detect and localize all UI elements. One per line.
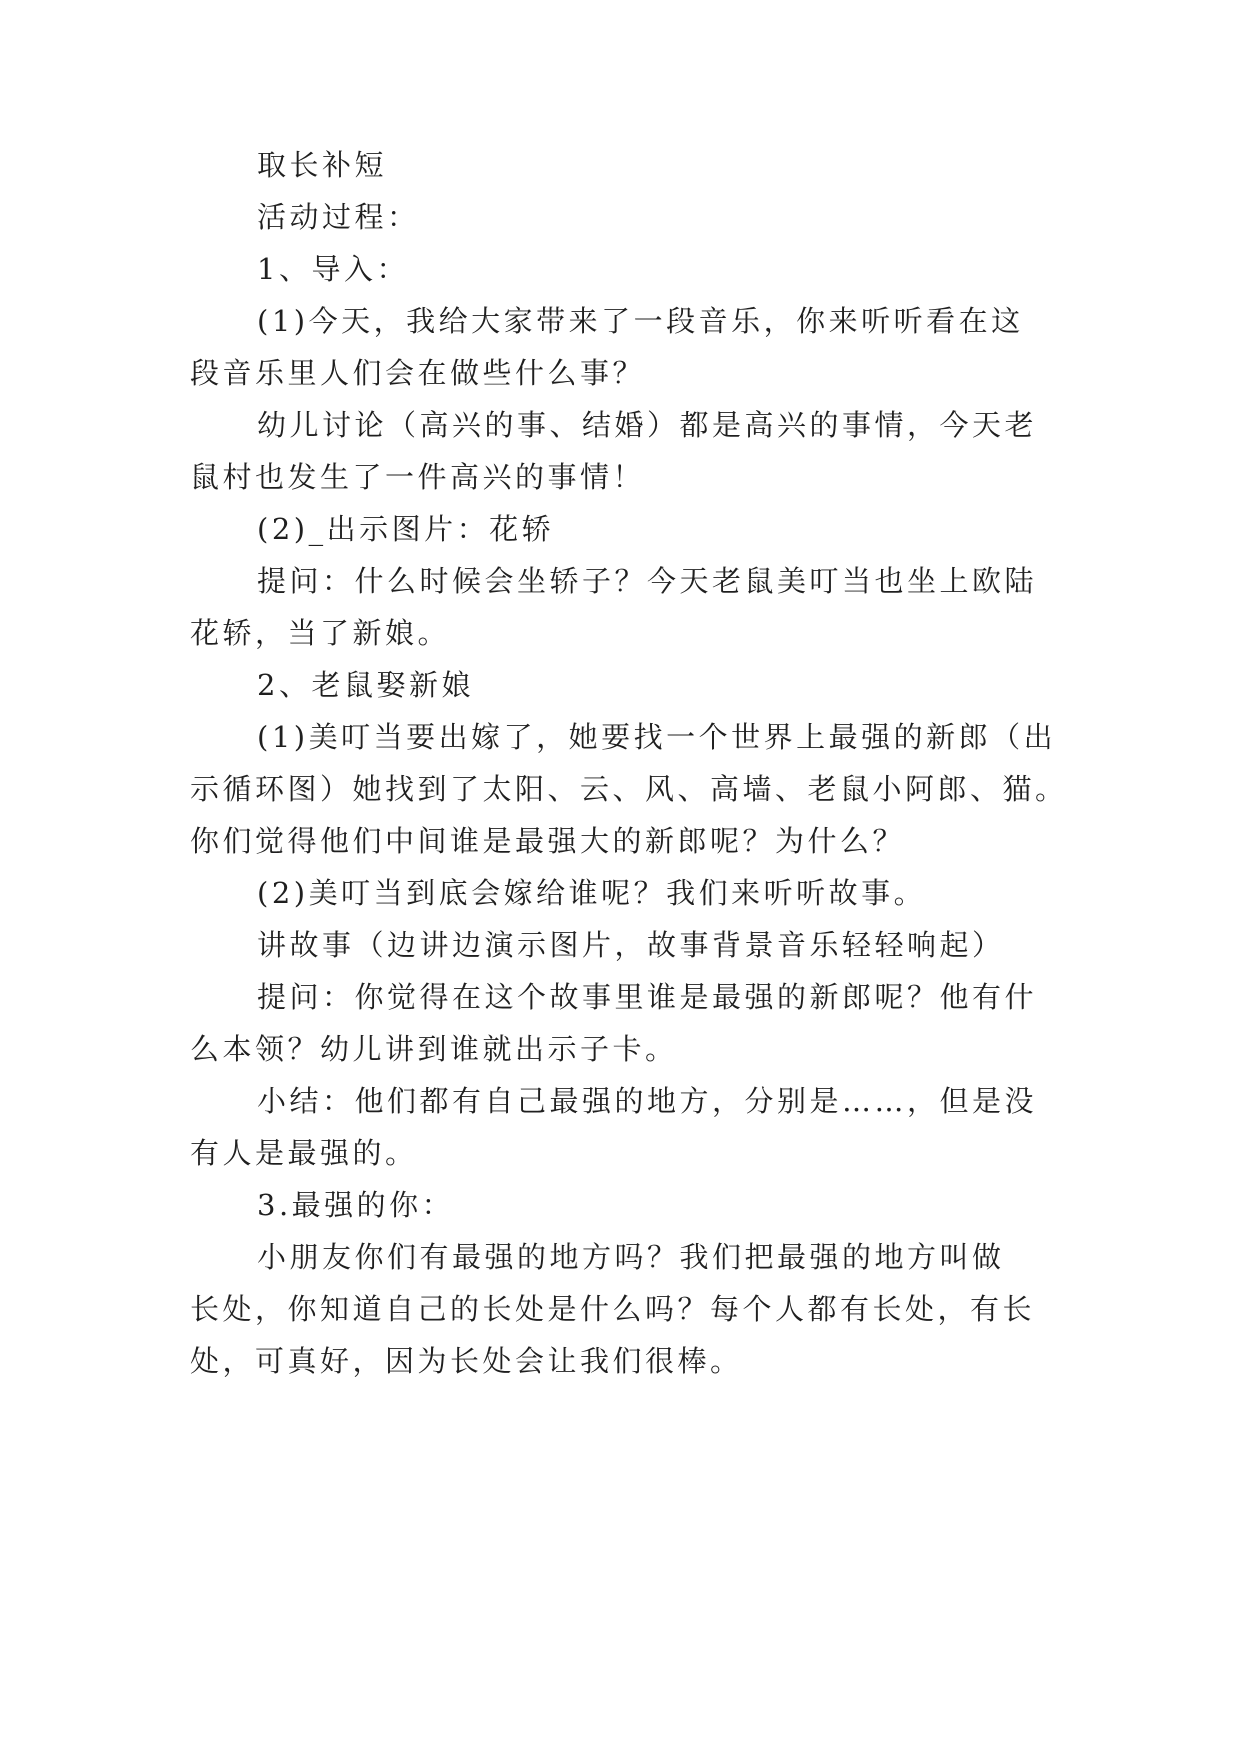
- paragraph-line: 处，可真好，因为长处会让我们很棒。: [190, 1344, 743, 1378]
- paragraph: [190, 399, 1070, 503]
- document-body: [190, 139, 1070, 1387]
- paragraph-heading: [190, 139, 1070, 191]
- paragraph-line: 么本领？幼儿讲到谁就出示子卡。: [190, 1032, 678, 1066]
- paragraph-line: 1、导入：: [257, 252, 409, 286]
- paragraph-line: 段音乐里人们会在做些什么事？: [190, 356, 646, 390]
- paragraph-line: 3.最强的你：: [257, 1188, 455, 1222]
- paragraph-line: 有人是最强的。: [190, 1136, 418, 1170]
- paragraph-line: (1)今天，我给大家带来了一段音乐，你来听听看在这: [257, 304, 1024, 338]
- paragraph: [190, 503, 1070, 555]
- paragraph: [190, 1231, 1070, 1387]
- paragraph-line: 提问：你觉得在这个故事里谁是最强的新郎呢？他有什: [257, 980, 1038, 1014]
- paragraph: [190, 971, 1070, 1075]
- paragraph-section-2: [190, 659, 1070, 711]
- paragraph-line: 提问：什么时候会坐轿子？今天老鼠美叮当也坐上欧陆: [257, 564, 1038, 598]
- paragraph-line: 鼠村也发生了一件高兴的事情！: [190, 460, 646, 494]
- paragraph-line: 小结：他们都有自己最强的地方，分别是……，但是没: [257, 1084, 1038, 1118]
- paragraph: [190, 919, 1070, 971]
- paragraph: [190, 295, 1070, 399]
- paragraph-line: 2、老鼠娶新娘: [257, 668, 474, 702]
- paragraph-line: 活动过程：: [257, 200, 420, 234]
- paragraph-section-3: [190, 1179, 1070, 1231]
- paragraph-section-1: [190, 243, 1070, 295]
- paragraph-activity-process: [190, 191, 1070, 243]
- paragraph-line: 幼儿讨论（高兴的事、结婚）都是高兴的事情，今天老: [257, 408, 1038, 442]
- paragraph-line: 长处，你知道自己的长处是什么吗？每个人都有长处，有长: [190, 1292, 1036, 1326]
- paragraph: [190, 711, 1070, 867]
- paragraph-line: 你们觉得他们中间谁是最强大的新郎呢？为什么？: [190, 824, 906, 858]
- paragraph-line: (2)_出示图片：花轿: [257, 512, 555, 546]
- paragraph: [190, 555, 1070, 659]
- paragraph: [190, 867, 1070, 919]
- paragraph-line: 示循环图）她找到了太阳、云、风、高墙、老鼠小阿郎、猫。: [190, 772, 1068, 806]
- paragraph-line: (1)美叮当要出嫁了，她要找一个世界上最强的新郎（出: [257, 720, 1057, 754]
- paragraph-line: 小朋友你们有最强的地方吗？我们把最强的地方叫做: [257, 1240, 1005, 1274]
- paragraph-line: 取长补短: [257, 148, 388, 182]
- paragraph-line: (2)美叮当到底会嫁给谁呢？我们来听听故事。: [257, 876, 927, 910]
- paragraph-line: 花轿，当了新娘。: [190, 616, 451, 650]
- paragraph: [190, 1075, 1070, 1179]
- paragraph-line: 讲故事（边讲边演示图片，故事背景音乐轻轻响起）: [257, 928, 1005, 962]
